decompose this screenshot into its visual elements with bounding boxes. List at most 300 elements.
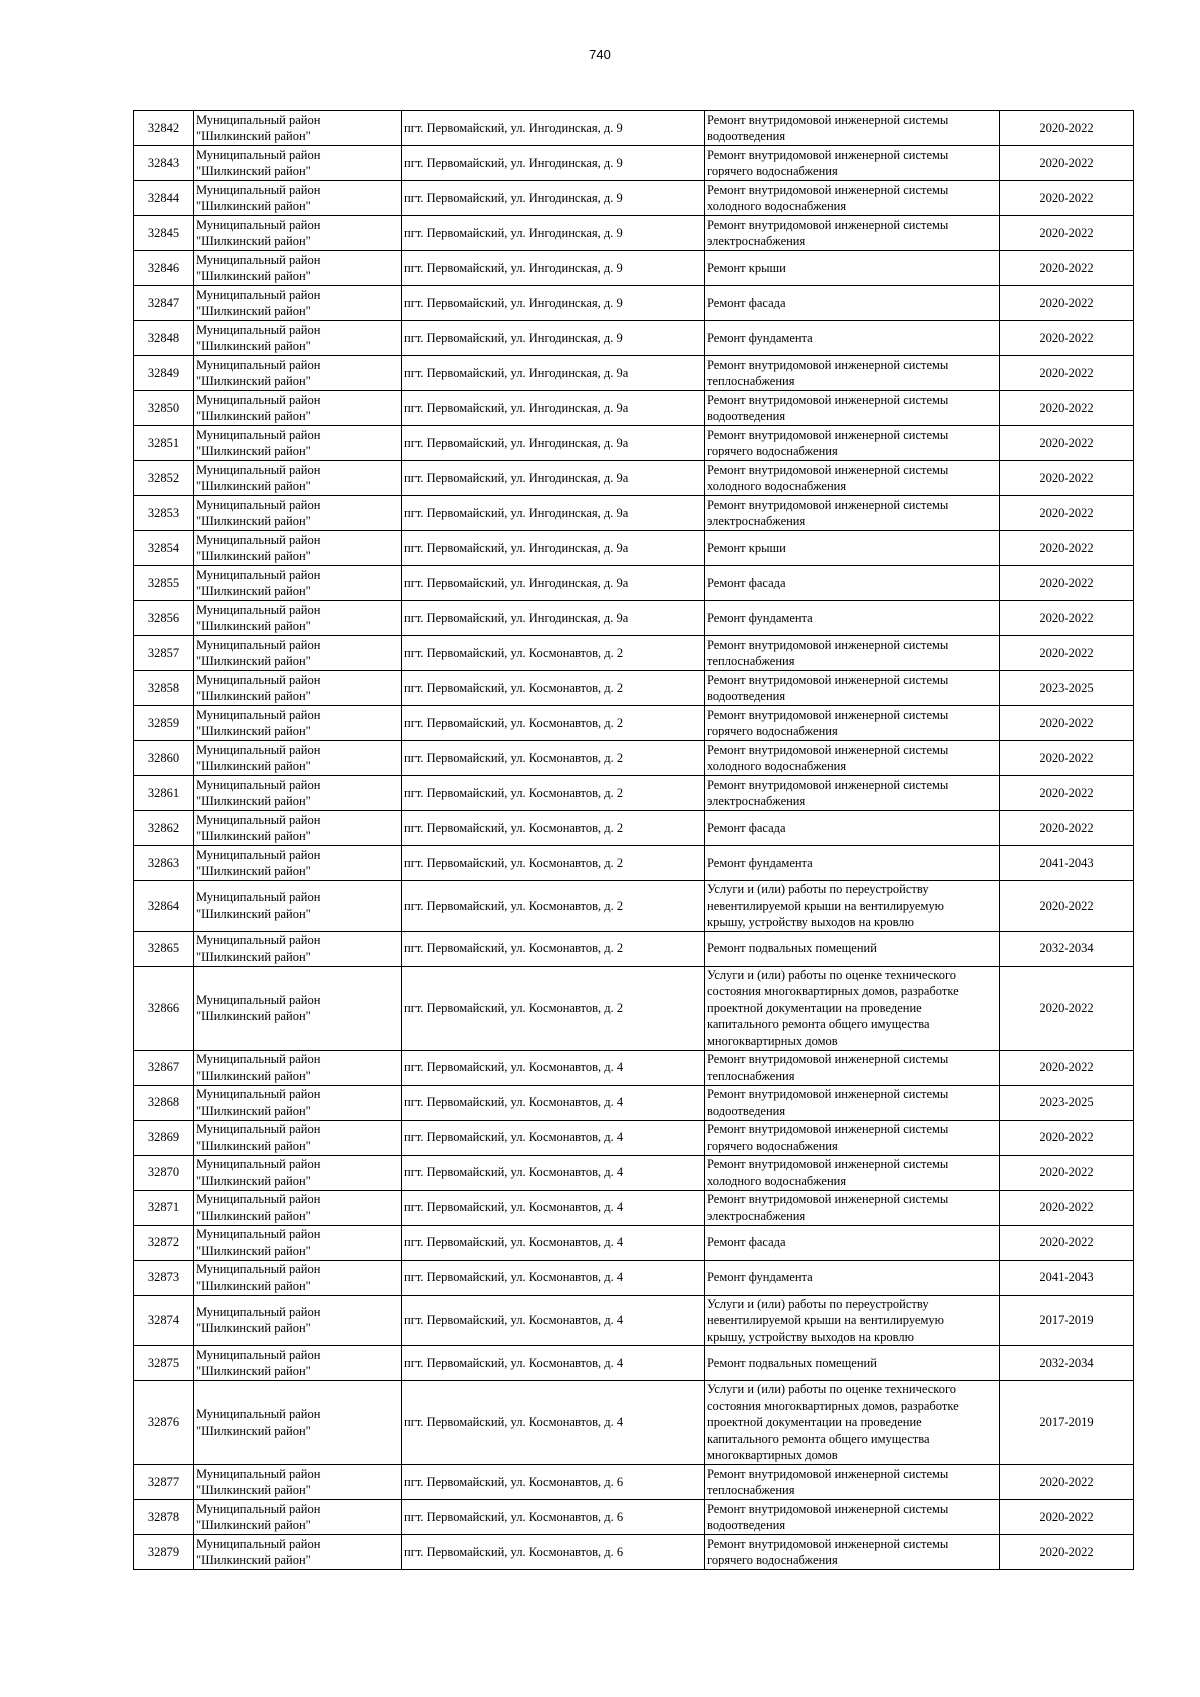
- municipality-line: Муниципальный район: [196, 147, 321, 162]
- work-type-cell: [705, 566, 1000, 601]
- work-type-cell: [705, 931, 1000, 966]
- address-cell: пгт. Первомайский, ул. Космонавтов, д. 2: [402, 846, 705, 881]
- work-type-line: Услуги и (или) работы по оценке технического: [707, 967, 957, 982]
- table-row: [134, 1295, 1134, 1346]
- work-type-line: Ремонт внутридомовой инженерной системы: [707, 182, 949, 197]
- row-number-cell: 32863: [134, 846, 194, 881]
- work-type-cell: [705, 1085, 1000, 1120]
- work-type-line: Ремонт внутридомовой инженерной системы: [707, 357, 949, 372]
- work-type-line: Ремонт внутридомовой инженерной системы: [707, 1157, 949, 1171]
- municipality-line: Муниципальный район: [196, 672, 321, 687]
- work-type-line: теплоснабжения: [707, 654, 795, 668]
- work-type-line: Услуги и (или) работы по переустройству: [707, 882, 929, 896]
- table-row: [134, 776, 1134, 811]
- municipality-line: "Шилкинский район": [196, 794, 311, 808]
- row-number-cell: 32850: [134, 391, 194, 426]
- municipality-line: "Шилкинский район": [196, 1483, 311, 1497]
- municipality-line: Муниципальный район: [196, 1304, 321, 1319]
- period-cell: 2020-2022: [1000, 1120, 1134, 1155]
- period-cell: 2020-2022: [1000, 321, 1134, 356]
- work-type-line: Ремонт внутридомовой инженерной системы: [707, 427, 949, 442]
- work-type-cell: [705, 1225, 1000, 1260]
- row-number-cell: 32842: [134, 111, 194, 146]
- work-type-line: состояния многоквартирных домов, разработке: [707, 1398, 959, 1413]
- municipality-cell: [194, 321, 402, 356]
- period-cell: 2020-2022: [1000, 1465, 1134, 1500]
- period-cell: 2020-2022: [1000, 461, 1134, 496]
- row-number-cell: 32877: [134, 1465, 194, 1500]
- work-type-cell: [705, 741, 1000, 776]
- work-type-line: невентилируемой крыши на вентилируемую: [707, 1313, 944, 1327]
- row-number-cell: 32866: [134, 966, 194, 1050]
- work-type-line: Ремонт внутридомовой инженерной системы: [707, 1087, 949, 1101]
- table-row: [134, 1190, 1134, 1225]
- municipality-line: Муниципальный район: [196, 847, 321, 862]
- address-cell: пгт. Первомайский, ул. Ингодинская, д. 9: [402, 321, 705, 356]
- municipality-line: "Шилкинский район": [196, 234, 311, 248]
- table-row: [134, 356, 1134, 391]
- work-type-line: Ремонт подвальных помещений: [707, 1355, 877, 1370]
- row-number-cell: 32875: [134, 1346, 194, 1381]
- work-type-cell: [705, 181, 1000, 216]
- work-type-line: Ремонт подвальных помещений: [707, 941, 877, 956]
- address-cell: пгт. Первомайский, ул. Космонавтов, д. 4: [402, 1260, 705, 1295]
- address-cell: пгт. Первомайский, ул. Ингодинская, д. 9: [402, 286, 705, 321]
- row-number-cell: 32861: [134, 776, 194, 811]
- table-row: [134, 251, 1134, 286]
- municipality-line: "Шилкинский район": [196, 1364, 311, 1378]
- municipality-line: "Шилкинский район": [196, 409, 311, 423]
- work-type-cell: [705, 1260, 1000, 1295]
- work-type-cell: [705, 1535, 1000, 1570]
- address-cell: пгт. Первомайский, ул. Космонавтов, д. 2: [402, 931, 705, 966]
- address-cell: пгт. Первомайский, ул. Космонавтов, д. 4: [402, 1295, 705, 1346]
- table-row: [134, 426, 1134, 461]
- work-type-line: Ремонт внутридомовой инженерной системы: [707, 637, 949, 652]
- address-cell: пгт. Первомайский, ул. Ингодинская, д. 9а: [402, 531, 705, 566]
- work-type-line: горячего водоснабжения: [707, 1553, 838, 1567]
- municipality-line: "Шилкинский район": [196, 269, 311, 283]
- table-row: [134, 636, 1134, 671]
- row-number-cell: 32876: [134, 1381, 194, 1465]
- work-type-line: Ремонт фундамента: [707, 330, 813, 345]
- work-type-line: водоотведения: [707, 1103, 786, 1118]
- table-row: [134, 601, 1134, 636]
- address-cell: пгт. Первомайский, ул. Космонавтов, д. 4: [402, 1155, 705, 1190]
- period-cell: 2020-2022: [1000, 216, 1134, 251]
- work-type-line: водоотведения: [707, 689, 786, 703]
- table-row: [134, 216, 1134, 251]
- row-number-cell: 32862: [134, 811, 194, 846]
- table-row: [134, 286, 1134, 321]
- period-cell: 2020-2022: [1000, 426, 1134, 461]
- row-number-cell: 32865: [134, 931, 194, 966]
- period-cell: 2020-2022: [1000, 966, 1134, 1050]
- municipality-line: "Шилкинский район": [196, 129, 311, 143]
- municipality-line: Муниципальный район: [196, 1122, 321, 1136]
- work-type-line: горячего водоснабжения: [707, 1138, 838, 1153]
- table-row: [134, 496, 1134, 531]
- work-type-cell: [705, 391, 1000, 426]
- municipality-line: Муниципальный район: [196, 602, 321, 617]
- municipality-line: "Шилкинский район": [196, 304, 311, 318]
- municipality-line: Муниципальный район: [196, 287, 321, 302]
- table-body: [134, 111, 1134, 1570]
- period-cell: 2020-2022: [1000, 1500, 1134, 1535]
- period-cell: 2041-2043: [1000, 846, 1134, 881]
- row-number-cell: 32853: [134, 496, 194, 531]
- municipality-line: "Шилкинский район": [196, 514, 311, 528]
- table-row: [134, 966, 1134, 1050]
- work-type-cell: [705, 1190, 1000, 1225]
- municipality-line: Муниципальный район: [196, 812, 321, 827]
- work-type-line: невентилируемой крыши на вентилируемую: [707, 898, 944, 913]
- period-cell: 2020-2022: [1000, 776, 1134, 811]
- table-row: [134, 846, 1134, 881]
- municipality-line: "Шилкинский район": [196, 549, 311, 563]
- table-row: [134, 671, 1134, 706]
- address-cell: пгт. Первомайский, ул. Ингодинская, д. 9а: [402, 496, 705, 531]
- municipality-line: Муниципальный район: [196, 933, 321, 947]
- municipality-cell: [194, 356, 402, 391]
- municipality-line: Муниципальный район: [196, 1347, 321, 1362]
- municipality-cell: [194, 846, 402, 881]
- municipality-cell: [194, 706, 402, 741]
- municipality-line: "Шилкинский район": [196, 1518, 311, 1532]
- row-number-cell: 32848: [134, 321, 194, 356]
- table-row: [134, 566, 1134, 601]
- work-type-line: Ремонт внутридомовой инженерной системы: [707, 392, 949, 407]
- municipality-line: "Шилкинский район": [196, 1243, 311, 1258]
- period-cell: 2023-2025: [1000, 1085, 1134, 1120]
- work-type-line: Ремонт фасада: [707, 820, 786, 835]
- work-type-line: Ремонт внутридомовой инженерной системы: [707, 1501, 949, 1516]
- period-cell: 2023-2025: [1000, 671, 1134, 706]
- municipality-line: Муниципальный район: [196, 637, 321, 652]
- address-cell: пгт. Первомайский, ул. Космонавтов, д. 6: [402, 1465, 705, 1500]
- work-type-line: крышу, устройству выходов на кровлю: [707, 1329, 914, 1344]
- table-row: [134, 1381, 1134, 1465]
- work-type-line: Услуги и (или) работы по переустройству: [707, 1296, 929, 1311]
- work-type-cell: [705, 1295, 1000, 1346]
- work-type-line: Ремонт фундамента: [707, 1270, 813, 1285]
- table-row: [134, 1155, 1134, 1190]
- address-cell: пгт. Первомайский, ул. Космонавтов, д. 2: [402, 881, 705, 932]
- address-cell: пгт. Первомайский, ул. Космонавтов, д. 4: [402, 1225, 705, 1260]
- work-type-cell: [705, 216, 1000, 251]
- municipality-cell: [194, 1120, 402, 1155]
- period-cell: 2020-2022: [1000, 1535, 1134, 1570]
- municipality-line: "Шилкинский район": [196, 654, 311, 668]
- municipality-line: Муниципальный район: [196, 217, 321, 232]
- row-number-cell: 32849: [134, 356, 194, 391]
- municipality-cell: [194, 741, 402, 776]
- work-type-line: Ремонт фасада: [707, 295, 786, 310]
- municipality-line: Муниципальный район: [196, 1192, 321, 1206]
- municipality-line: Муниципальный район: [196, 112, 321, 127]
- work-type-cell: [705, 881, 1000, 932]
- municipality-line: "Шилкинский район": [196, 1423, 311, 1438]
- address-cell: пгт. Первомайский, ул. Космонавтов, д. 2: [402, 811, 705, 846]
- work-type-cell: [705, 1050, 1000, 1085]
- row-number-cell: 32845: [134, 216, 194, 251]
- work-type-line: Ремонт крыши: [707, 540, 786, 555]
- row-number-cell: 32873: [134, 1260, 194, 1295]
- work-type-line: теплоснабжения: [707, 1068, 795, 1083]
- work-type-cell: [705, 1120, 1000, 1155]
- work-type-cell: [705, 251, 1000, 286]
- address-cell: пгт. Первомайский, ул. Ингодинская, д. 9а: [402, 391, 705, 426]
- table-row: [134, 146, 1134, 181]
- period-cell: 2017-2019: [1000, 1381, 1134, 1465]
- row-number-cell: 32844: [134, 181, 194, 216]
- period-cell: 2020-2022: [1000, 811, 1134, 846]
- work-type-line: крышу, устройству выходов на кровлю: [707, 915, 914, 929]
- work-type-cell: [705, 846, 1000, 881]
- page-number: 740: [589, 47, 611, 62]
- row-number-cell: 32857: [134, 636, 194, 671]
- municipality-cell: [194, 181, 402, 216]
- work-type-cell: [705, 1346, 1000, 1381]
- row-number-cell: 32855: [134, 566, 194, 601]
- period-cell: 2020-2022: [1000, 531, 1134, 566]
- row-number-cell: 32843: [134, 146, 194, 181]
- municipality-line: Муниципальный район: [196, 427, 321, 442]
- municipality-cell: [194, 1225, 402, 1260]
- municipality-line: Муниципальный район: [196, 1052, 321, 1066]
- row-number-cell: 32860: [134, 741, 194, 776]
- municipality-line: Муниципальный район: [196, 777, 321, 792]
- municipality-line: "Шилкинский район": [196, 1009, 311, 1023]
- municipality-line: Муниципальный район: [196, 1157, 321, 1171]
- address-cell: пгт. Первомайский, ул. Ингодинская, д. 9а: [402, 601, 705, 636]
- work-type-cell: [705, 496, 1000, 531]
- municipality-line: Муниципальный район: [196, 357, 321, 372]
- row-number-cell: 32847: [134, 286, 194, 321]
- table-row: [134, 391, 1134, 426]
- address-cell: пгт. Первомайский, ул. Ингодинская, д. 9а: [402, 356, 705, 391]
- work-type-line: многоквартирных домов: [707, 1033, 838, 1048]
- municipality-line: Муниципальный район: [196, 890, 321, 905]
- municipality-line: "Шилкинский район": [196, 829, 311, 843]
- work-type-line: электроснабжения: [707, 1208, 806, 1223]
- municipality-line: Муниципальный район: [196, 1227, 321, 1241]
- row-number-cell: 32872: [134, 1225, 194, 1260]
- work-type-line: теплоснабжения: [707, 374, 795, 388]
- row-number-cell: 32869: [134, 1120, 194, 1155]
- municipality-line: "Шилкинский район": [196, 906, 311, 921]
- municipality-cell: [194, 461, 402, 496]
- municipality-cell: [194, 1381, 402, 1465]
- municipality-line: "Шилкинский район": [196, 1208, 311, 1223]
- work-type-line: Ремонт внутридомовой инженерной системы: [707, 707, 949, 722]
- row-number-cell: 32870: [134, 1155, 194, 1190]
- work-type-line: горячего водоснабжения: [707, 444, 838, 458]
- work-type-line: водоотведения: [707, 129, 786, 143]
- period-cell: 2020-2022: [1000, 286, 1134, 321]
- municipality-cell: [194, 931, 402, 966]
- address-cell: пгт. Первомайский, ул. Космонавтов, д. 4: [402, 1346, 705, 1381]
- municipality-line: "Шилкинский район": [196, 1278, 311, 1293]
- work-type-cell: [705, 531, 1000, 566]
- municipality-cell: [194, 216, 402, 251]
- work-type-line: Ремонт внутридомовой инженерной системы: [707, 1536, 949, 1551]
- municipality-cell: [194, 1500, 402, 1535]
- work-type-line: капитального ремонта общего имущества: [707, 1431, 930, 1446]
- work-type-line: состояния многоквартирных домов, разработке: [707, 984, 959, 999]
- table-row: [134, 181, 1134, 216]
- municipality-line: Муниципальный район: [196, 252, 321, 267]
- municipality-cell: [194, 1295, 402, 1346]
- address-cell: пгт. Первомайский, ул. Космонавтов, д. 2: [402, 706, 705, 741]
- work-type-line: Ремонт внутридомовой инженерной системы: [707, 1052, 949, 1066]
- municipality-cell: [194, 1465, 402, 1500]
- row-number-cell: 32856: [134, 601, 194, 636]
- work-type-cell: [705, 966, 1000, 1050]
- work-type-cell: [705, 461, 1000, 496]
- address-cell: пгт. Первомайский, ул. Ингодинская, д. 9: [402, 251, 705, 286]
- period-cell: 2020-2022: [1000, 251, 1134, 286]
- work-type-cell: [705, 111, 1000, 146]
- work-type-line: Ремонт внутридомовой инженерной системы: [707, 1192, 949, 1206]
- address-cell: пгт. Первомайский, ул. Космонавтов, д. 2: [402, 741, 705, 776]
- address-cell: пгт. Первомайский, ул. Ингодинская, д. 9а: [402, 426, 705, 461]
- municipality-line: Муниципальный район: [196, 182, 321, 197]
- municipality-cell: [194, 1260, 402, 1295]
- municipality-line: Муниципальный район: [196, 992, 321, 1007]
- work-type-line: Ремонт внутридомовой инженерной системы: [707, 1122, 949, 1136]
- row-number-cell: 32868: [134, 1085, 194, 1120]
- period-cell: 2020-2022: [1000, 881, 1134, 932]
- period-cell: 2032-2034: [1000, 1346, 1134, 1381]
- municipality-line: "Шилкинский район": [196, 584, 311, 598]
- municipality-line: Муниципальный район: [196, 462, 321, 477]
- table-row: [134, 321, 1134, 356]
- address-cell: пгт. Первомайский, ул. Космонавтов, д. 4: [402, 1381, 705, 1465]
- municipality-line: "Шилкинский район": [196, 619, 311, 633]
- municipality-cell: [194, 566, 402, 601]
- table-row: [134, 1050, 1134, 1085]
- row-number-cell: 32859: [134, 706, 194, 741]
- municipality-cell: [194, 1535, 402, 1570]
- municipality-cell: [194, 1190, 402, 1225]
- municipality-line: "Шилкинский район": [196, 1103, 311, 1118]
- row-number-cell: 32879: [134, 1535, 194, 1570]
- work-type-cell: [705, 286, 1000, 321]
- period-cell: 2020-2022: [1000, 706, 1134, 741]
- work-type-line: электроснабжения: [707, 514, 806, 528]
- address-cell: пгт. Первомайский, ул. Космонавтов, д. 4: [402, 1085, 705, 1120]
- work-type-cell: [705, 671, 1000, 706]
- period-cell: 2017-2019: [1000, 1295, 1134, 1346]
- table-row: [134, 1120, 1134, 1155]
- municipality-cell: [194, 881, 402, 932]
- period-cell: 2020-2022: [1000, 1050, 1134, 1085]
- municipality-line: Муниципальный район: [196, 742, 321, 757]
- table-row: [134, 741, 1134, 776]
- work-type-line: горячего водоснабжения: [707, 724, 838, 738]
- table-row: [134, 931, 1134, 966]
- municipality-line: Муниципальный район: [196, 1262, 321, 1276]
- municipality-cell: [194, 1346, 402, 1381]
- work-type-cell: [705, 1381, 1000, 1465]
- period-cell: 2020-2022: [1000, 566, 1134, 601]
- municipality-line: "Шилкинский район": [196, 864, 311, 878]
- municipality-cell: [194, 111, 402, 146]
- work-type-line: Ремонт фундамента: [707, 610, 813, 625]
- capital-repair-table: [133, 110, 1134, 1570]
- municipality-cell: [194, 286, 402, 321]
- municipality-cell: [194, 601, 402, 636]
- work-type-cell: [705, 1500, 1000, 1535]
- address-cell: пгт. Первомайский, ул. Космонавтов, д. 2: [402, 671, 705, 706]
- municipality-line: "Шилкинский район": [196, 444, 311, 458]
- municipality-line: Муниципальный район: [196, 497, 321, 512]
- table-row: [134, 1225, 1134, 1260]
- work-type-line: Ремонт внутридомовой инженерной системы: [707, 672, 949, 687]
- address-cell: пгт. Первомайский, ул. Космонавтов, д. 4: [402, 1190, 705, 1225]
- work-type-line: капитального ремонта общего имущества: [707, 1017, 930, 1032]
- work-type-line: горячего водоснабжения: [707, 164, 838, 178]
- municipality-line: Муниципальный район: [196, 567, 321, 582]
- work-type-cell: [705, 811, 1000, 846]
- row-number-cell: 32874: [134, 1295, 194, 1346]
- row-number-cell: 32871: [134, 1190, 194, 1225]
- table-row: [134, 811, 1134, 846]
- table-row: [134, 111, 1134, 146]
- work-type-line: Ремонт внутридомовой инженерной системы: [707, 777, 949, 792]
- address-cell: пгт. Первомайский, ул. Ингодинская, д. 9а: [402, 461, 705, 496]
- work-type-line: многоквартирных домов: [707, 1448, 838, 1463]
- municipality-cell: [194, 1085, 402, 1120]
- municipality-cell: [194, 496, 402, 531]
- address-cell: пгт. Первомайский, ул. Ингодинская, д. 9: [402, 146, 705, 181]
- work-type-line: холодного водоснабжения: [707, 1173, 847, 1188]
- table-row: [134, 1346, 1134, 1381]
- municipality-line: "Шилкинский район": [196, 1553, 311, 1567]
- municipality-line: "Шилкинский район": [196, 479, 311, 493]
- municipality-cell: [194, 146, 402, 181]
- municipality-line: "Шилкинский район": [196, 1138, 311, 1153]
- work-type-line: Ремонт внутридомовой инженерной системы: [707, 1466, 949, 1481]
- table-row: [134, 1465, 1134, 1500]
- municipality-line: "Шилкинский район": [196, 1321, 311, 1336]
- municipality-line: Муниципальный район: [196, 1536, 321, 1551]
- municipality-line: "Шилкинский район": [196, 724, 311, 738]
- address-cell: пгт. Первомайский, ул. Ингодинская, д. 9: [402, 181, 705, 216]
- work-type-cell: [705, 601, 1000, 636]
- municipality-line: Муниципальный район: [196, 1501, 321, 1516]
- municipality-line: "Шилкинский район": [196, 164, 311, 178]
- period-cell: 2032-2034: [1000, 931, 1134, 966]
- work-type-line: Ремонт внутридомовой инженерной системы: [707, 217, 949, 232]
- table-row: [134, 1535, 1134, 1570]
- municipality-line: "Шилкинский район": [196, 1068, 311, 1083]
- municipality-line: "Шилкинский район": [196, 949, 311, 964]
- work-type-cell: [705, 146, 1000, 181]
- work-type-line: водоотведения: [707, 1518, 786, 1532]
- work-type-line: Ремонт внутридомовой инженерной системы: [707, 742, 949, 757]
- municipality-line: "Шилкинский район": [196, 199, 311, 213]
- address-cell: пгт. Первомайский, ул. Ингодинская, д. 9: [402, 111, 705, 146]
- address-cell: пгт. Первомайский, ул. Ингодинская, д. 9: [402, 216, 705, 251]
- table-row: [134, 881, 1134, 932]
- municipality-cell: [194, 251, 402, 286]
- address-cell: пгт. Первомайский, ул. Космонавтов, д. 6: [402, 1500, 705, 1535]
- work-type-line: Ремонт крыши: [707, 260, 786, 275]
- period-cell: 2020-2022: [1000, 391, 1134, 426]
- period-cell: 2020-2022: [1000, 111, 1134, 146]
